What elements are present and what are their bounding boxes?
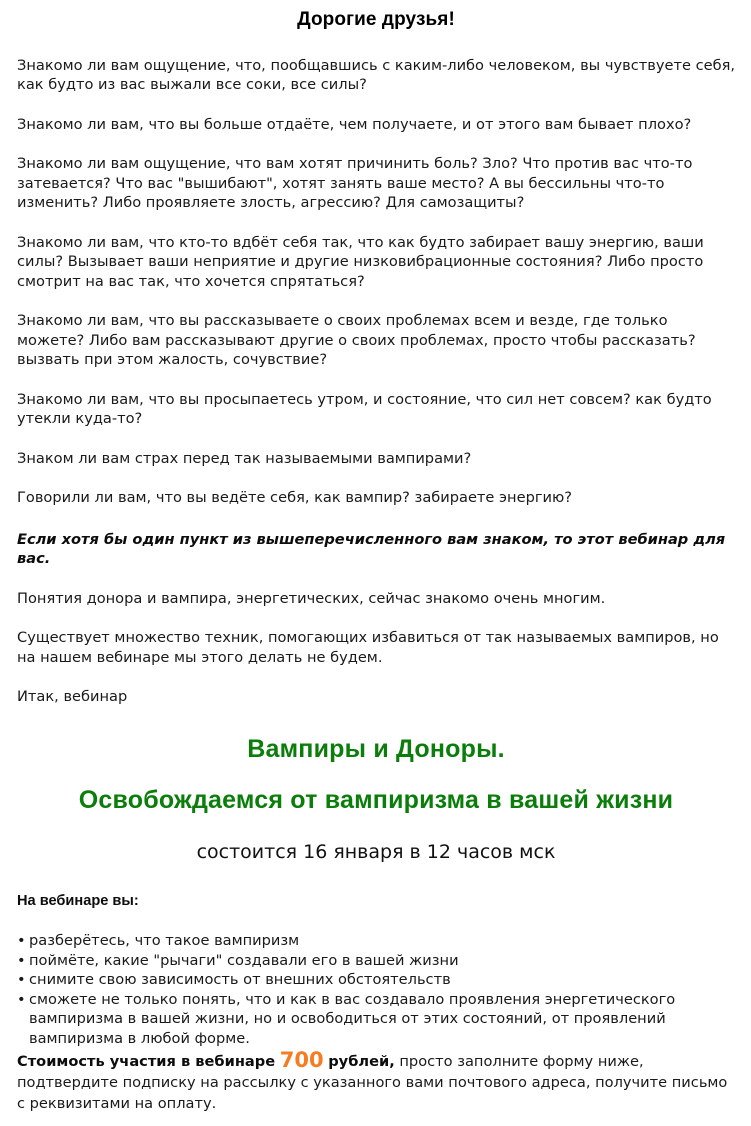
intro-paragraph-7: Знаком ли вам страх перед так называемыми вампирами? — [17, 449, 472, 467]
price-currency: рублей, — [328, 1053, 395, 1071]
intro-paragraph-6: Знакомо ли вам, что вы просыпаетесь утром, и состояние, что сил нет совсем? как будто утекли куда-то? — [17, 390, 712, 428]
webinar-headline-block — [17, 735, 735, 816]
benefits-heading: На вебинаре вы: — [17, 893, 139, 910]
list-item: • разберётесь, что такое вампиризм — [17, 931, 735, 951]
webinar-title-line-1: Вампиры и Доноры. — [247, 734, 505, 763]
list-item: • снимите свою зависимость от внешних обстоятельств — [17, 970, 735, 990]
techniques-paragraph: Существует множество техник, помогающих избавиться от так называемых вампиров, но на нашем вебинаре мы этого делать не будем. — [17, 629, 719, 666]
price-amount: 700 — [279, 1048, 324, 1073]
list-item: • сможете не только понять, что и как в вас создавало проявления энергетического вампиризма в вашей жизни, но и освободиться от этих состояний, от проявлений вампиризма в любой форме. — [17, 990, 735, 1049]
intro-paragraph-8: Говорили ли вам, что вы ведёте себя, как вампир? забираете энергию? — [17, 489, 573, 507]
webinar-datetime: состоится 16 января в 12 часов мск — [196, 840, 556, 863]
emphasis-statement: Если хотя бы один пункт из вышеперечисленного вам знаком, то этот вебинар для вас. — [17, 530, 726, 568]
price-paragraph — [17, 1050, 735, 1114]
benefits-list — [17, 931, 735, 1048]
intro-paragraph-1: Знакомо ли вам ощущение, что, пообщавшись с каким-либо человеком, вы чувствуете себя, как будто из вас выжали все соки, все силы? — [17, 56, 735, 94]
intro-paragraph-5: Знакомо ли вам, что вы рассказываете о своих проблемах всем и везде, где только можете? Либо вам рассказывают другие о своих проблемах, просто чтобы рассказать? вызвать при этом жалость, сочувствие? — [17, 312, 696, 369]
page-container — [0, 8, 751, 1126]
price-label: Стоимость участия в вебинаре — [17, 1053, 276, 1071]
intro-paragraph-3: Знакомо ли вам ощущение, что вам хотят причинить боль? Зло? Что против вас что-то затевается? Что вас "вышибают", хотят занять ваше место? А вы бессильны что-то изменить? Либо проявляете злость, агрессию? Для самозащиты? — [17, 155, 693, 212]
price-instructions: просто заполните форму ниже, подтвердите подписку на рассылку с указанного вами почтового адреса, получите письмо с реквизитами на оплату. — [17, 1053, 728, 1113]
intro-paragraph-2: Знакомо ли вам, что вы больше отдаёте, чем получаете, и от этого вам бывает плохо? — [17, 115, 692, 133]
list-item: • поймёте, какие "рычаги" создавали его в вашей жизни — [17, 951, 735, 971]
page-title: Дорогие друзья! — [297, 9, 455, 30]
intro-paragraph-4: Знакомо ли вам, что кто-то вдбёт себя так, что как будто забирает вашу энергию, ваши силы? Вызывает ваши неприятие и другие низковибрационные состояния? Либо просто смотрит на вас так, что хочется спрятаться? — [17, 233, 704, 290]
webinar-title-line-2: Освобождаемся от вампиризма в вашей жизни — [78, 786, 674, 815]
lead-in-paragraph: Итак, вебинар — [17, 688, 128, 706]
concept-paragraph: Понятия донора и вампира, энергетических, сейчас знакомо очень многим. — [17, 589, 606, 607]
